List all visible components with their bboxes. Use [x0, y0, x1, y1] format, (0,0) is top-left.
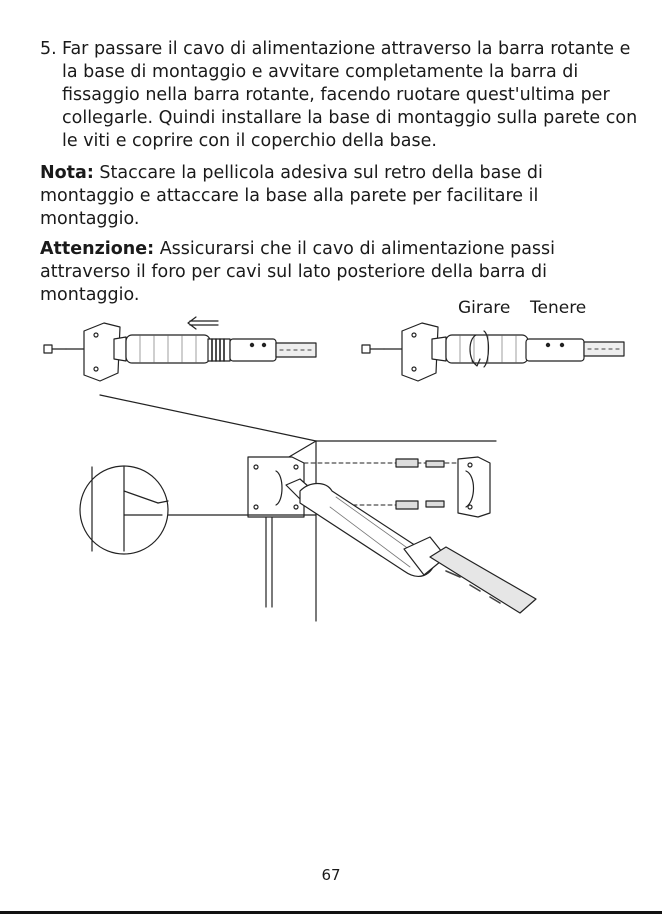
screws: [396, 459, 444, 509]
installation-illustration: [0, 295, 662, 625]
rotating-bar: [286, 479, 536, 613]
page-number: 67: [321, 866, 341, 884]
step-number: 5.: [40, 39, 57, 59]
label-hold: Tenere: [530, 298, 587, 318]
note-paragraph: [40, 162, 620, 231]
assembly-diagram-left: [44, 317, 316, 381]
assembly-diagram-right: [362, 323, 624, 381]
label-twist: Girare: [458, 298, 511, 318]
warning-label: Attenzione:: [40, 239, 155, 259]
base-cover: [458, 457, 490, 517]
step-text: Far passare il cavo di alimentazione attraverso la barra rotante e la base di montaggio e avvitare completamente la barra di fissaggio nella barra rotante, facendo ruotare quest'ultima per collegarle. Quindi installare la base di montaggio sulla parete con le viti e coprire con il coperchio della base.: [62, 39, 638, 151]
warning-text: Assicurarsi che il cavo di alimentazione passi attraverso il foro per cavi sul lato posteriore della barra di montaggio.: [40, 239, 556, 305]
note-label: Nota:: [40, 163, 94, 183]
note-text: Staccare la pellicola adesiva sul retro della base di montaggio e attaccare la base alla parete per facilitare il montaggio.: [40, 163, 543, 229]
